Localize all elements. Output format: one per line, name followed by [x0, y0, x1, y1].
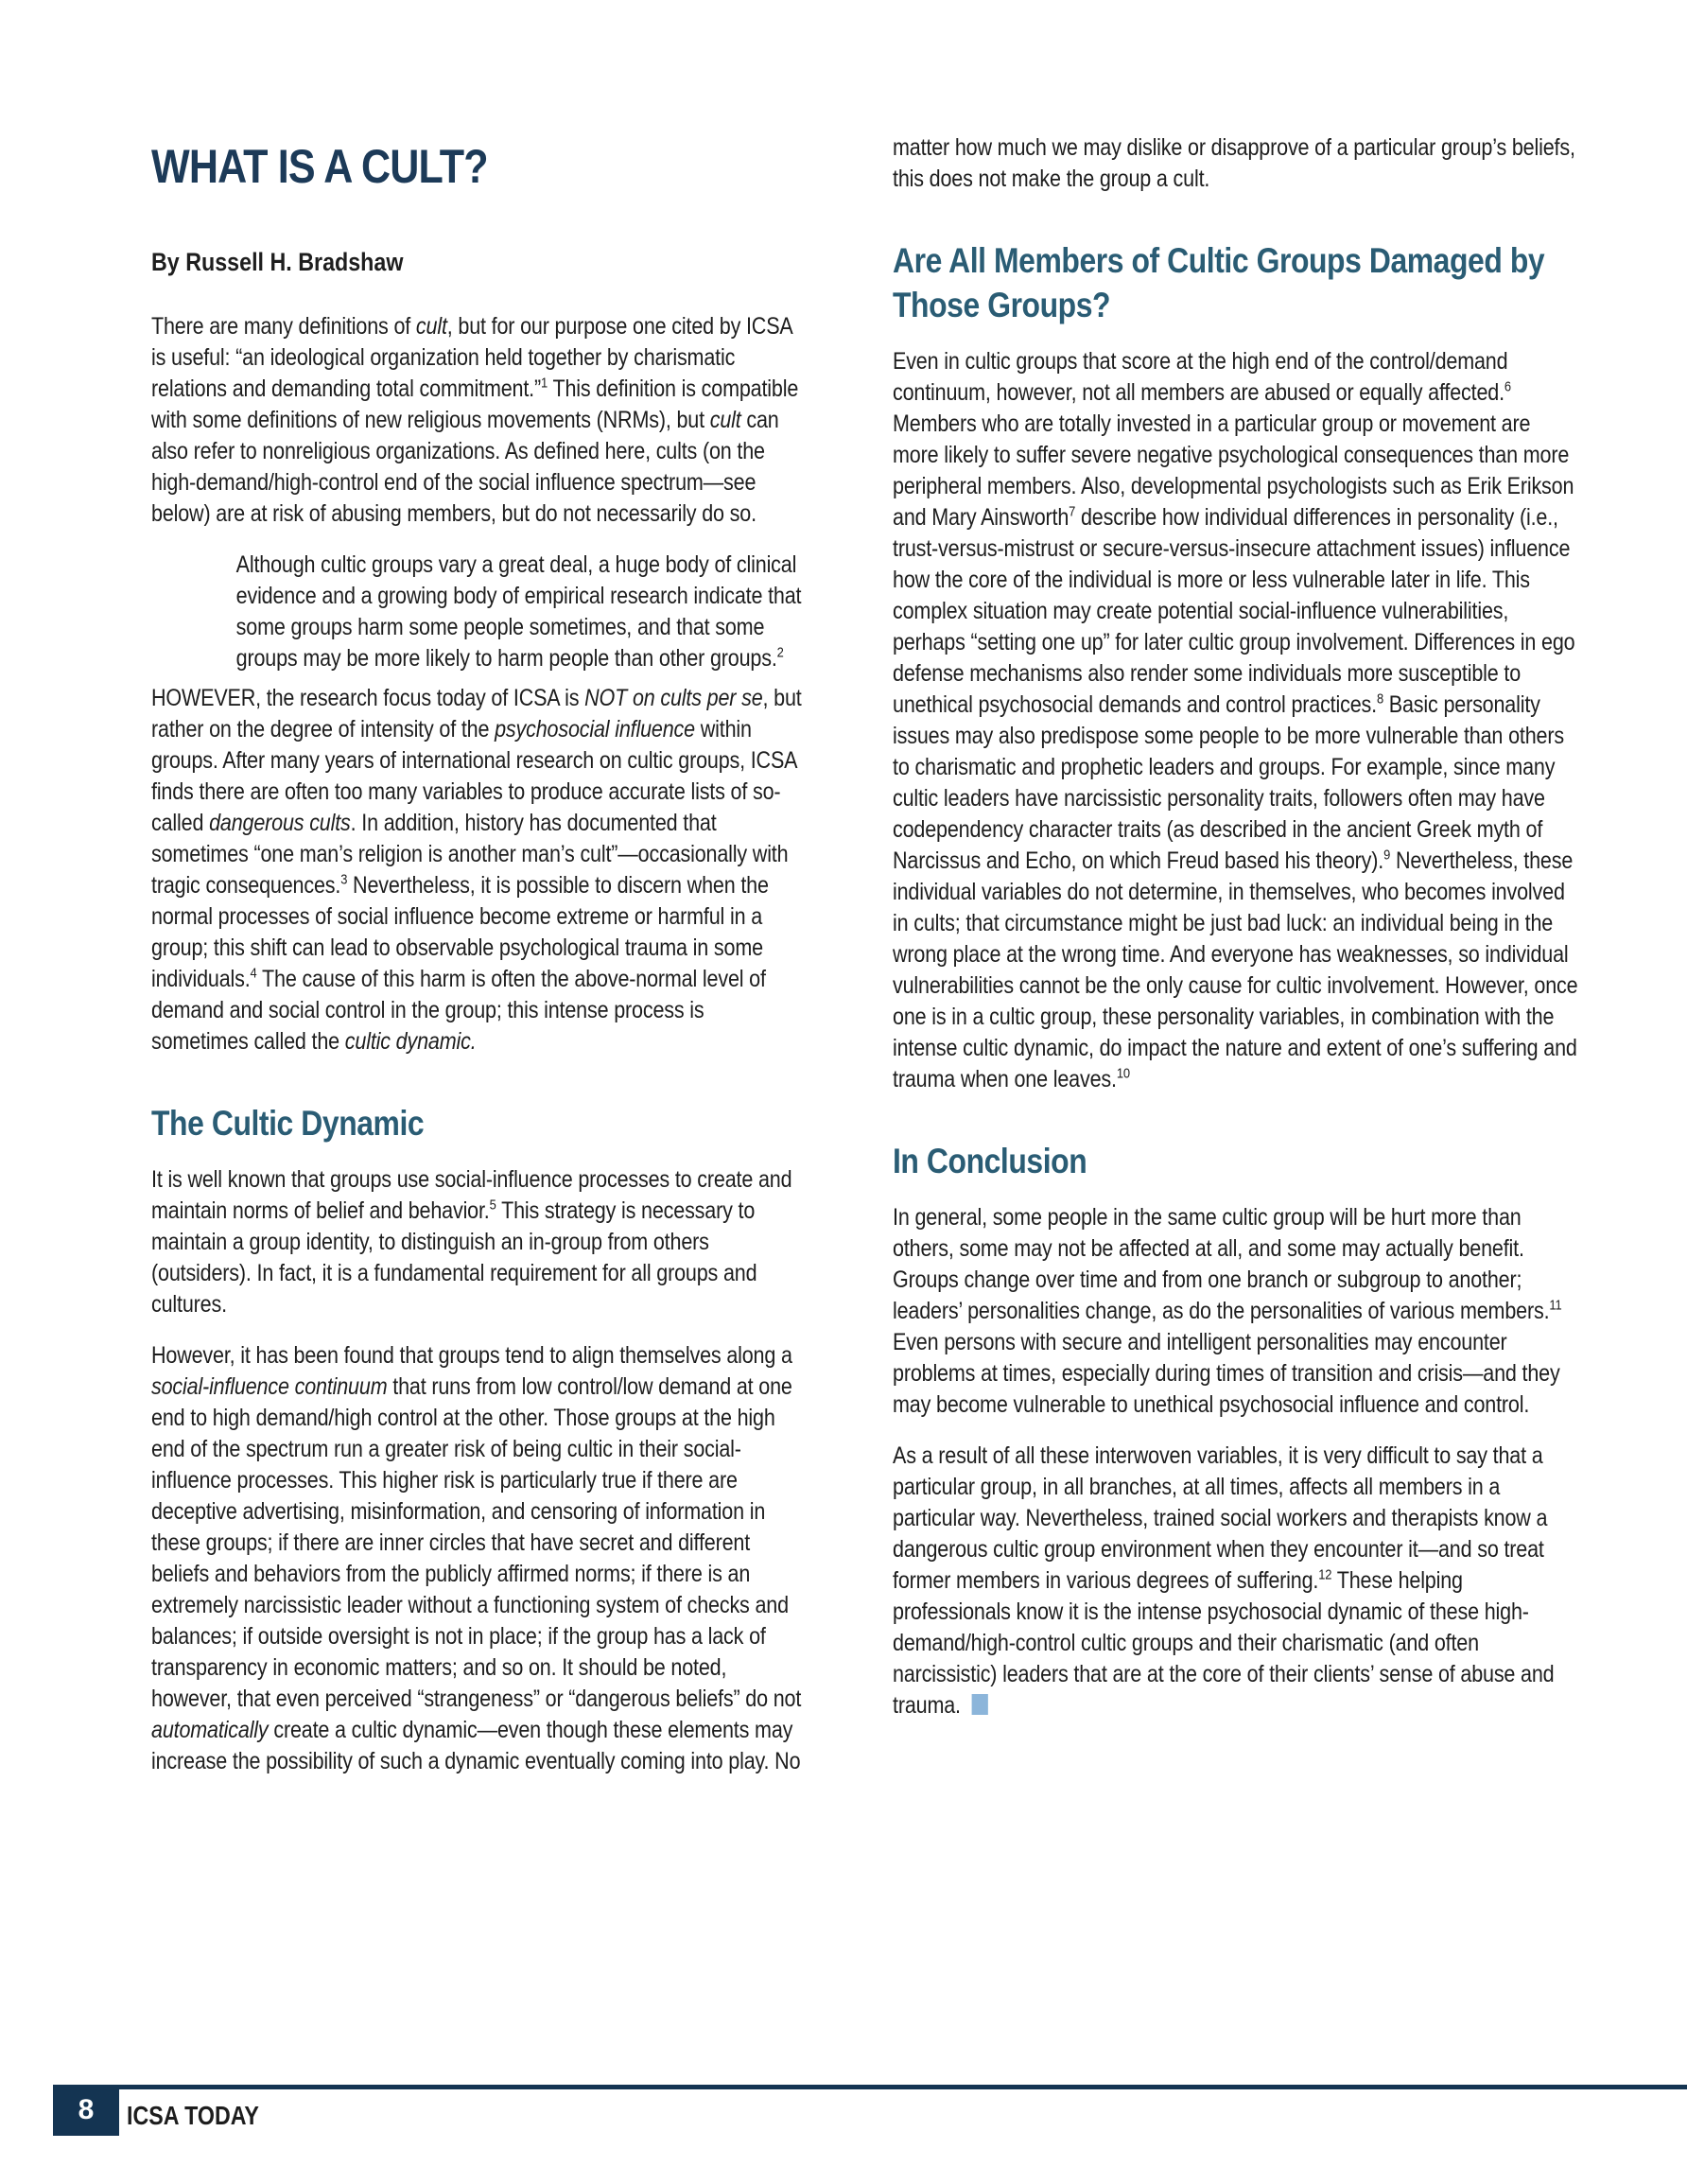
text-run: can also refer to nonreligious organizations. As defined here, cults (on the high-demand/high-control end of the social influence spectrum—see below) are at risk of abusing members, but do not necessarily do so.: [151, 407, 779, 527]
italic-run: social-influence continuum: [151, 1373, 388, 1400]
footnote-ref: 12: [1318, 1566, 1332, 1583]
publication-name: ICSA TODAY: [127, 2101, 259, 2130]
body-paragraph: [893, 1202, 1579, 1421]
text-run: The Cultic Dynamic: [151, 1104, 425, 1143]
text-run: describe how individual differences in personality (i.e., trust-versus-mistrust or secure-versus-insecure attachment issues) influence how the core of the individual is more or less vulnerable later in life. This complex situation may create potential social-influence vulnerabilities, perhaps “setting one up” for later cultic group involvement. Differences in ego defense mechanisms also render some individuals more susceptible to unethical psychosocial demands and control practices.: [893, 504, 1575, 718]
text-run: In general, some people in the same cultic group will be hurt more than others, some may not be affected at all, and some may actually benefit. Groups change over time and from one branch or subgroup to another; leaders’ personalities change, as do the personalities of various members.: [893, 1204, 1550, 1324]
text-run: Are All Members of Cultic Groups Damaged by Those Groups?: [893, 241, 1545, 324]
end-mark-icon: [972, 1694, 988, 1715]
text-run: Members who are totally invested in a particular group or movement are more likely to suffer severe negative psychological consequences than more peripheral members. Also, developmental psychologists such as Erik Erikson and Mary Ainsworth: [893, 411, 1574, 531]
footnote-ref: 7: [1069, 503, 1076, 520]
body-paragraph: [151, 1340, 804, 1777]
footnote-ref: 2: [776, 644, 784, 661]
section-heading: [151, 1101, 804, 1145]
body-paragraph: [893, 1441, 1579, 1721]
text-run: that runs from low control/low demand at one end to high demand/high control at the other. Those groups at the high end of the spectrum run a greater risk of being cultic in their social-influence processes. This higher risk is particularly true if there are deceptive advertising, misinformation, and censoring of information in these groups; if there are inner circles that have secret and different beliefs and behaviors from the publicly affirmed norms; if there is an extremely narcissistic leader without a functioning system of checks and balances; if outside oversight is not in place; if the group has a lack of transparency in economic matters; and so on. It should be noted, however, that even perceived “strangeness” or “dangerous beliefs” do not: [151, 1373, 802, 1712]
byline: By Russell H. Bradshaw: [151, 248, 404, 276]
italic-run: NOT on cults per se: [584, 685, 763, 711]
text-run: Even persons with secure and intelligent personalities may encounter problems at times, especially during times of transition and crisis—and they may become vulnerable to unethical psychosocial influence and control.: [893, 1329, 1560, 1418]
italic-run: automatically: [151, 1717, 269, 1743]
text-run: It is well known that groups use social-influence processes to create and maintain norms of belief and behavior.: [151, 1166, 792, 1224]
text-run: This strategy is necessary to maintain a group identity, to distinguish an in-group from others (outsiders). In fact, it is a fundamental requirement for all groups and cultures.: [151, 1197, 757, 1318]
text-run: HOWEVER, the research focus today of ICSA is: [151, 685, 585, 711]
text-run: The cause of this harm is often the above-normal level of demand and social control in the group; this intense process is sometimes called the: [151, 966, 766, 1055]
text-run: There are many definitions of: [151, 313, 416, 340]
text-run: As a result of all these interwoven variables, it is very difficult to say that a particular group, in all branches, at all times, affects all members in a particular way. Nevertheless, trained social workers and therapists know a dangerous cultic group environment when they encounter it—and so treat former members in various degrees of suffering.: [893, 1442, 1548, 1594]
right-column: [893, 0, 1579, 1741]
text-run: within groups. After many years of international research on cultic groups, ICSA finds there are often too many variables to produce accurate lists of so-called: [151, 716, 797, 836]
article-title: WHAT IS A CULT?: [151, 140, 488, 193]
footnote-ref: 6: [1504, 378, 1511, 395]
footnote-ref: 3: [340, 871, 348, 888]
italic-run: cult: [709, 407, 741, 433]
body-paragraph: [893, 132, 1579, 195]
text-run: Although cultic groups vary a great deal, a huge body of clinical evidence and a growing body of empirical research indicate that some groups harm some people sometimes, and that some groups may be more likely to harm people than other groups.: [235, 551, 802, 672]
italic-run: dangerous cults: [209, 810, 351, 836]
body-paragraph: [893, 346, 1579, 1095]
footnote-ref: 9: [1383, 847, 1391, 864]
text-run: However, it has been found that groups tend to align themselves along a: [151, 1342, 792, 1369]
text-run: Nevertheless, it is possible to discern when the normal processes of social influence become extreme or harmful in a group; this shift can lead to observable psychological trauma in some individuals.: [151, 872, 769, 992]
footer-rule: [53, 2085, 1687, 2089]
text-run: These helping professionals know it is the intense psychosocial dynamic of these high-demand/high-control cultic groups and their charismatic (and often narcissistic) leaders that are at the core of their clients’ sense of abuse and trauma.: [893, 1567, 1555, 1719]
page-number: 8: [78, 2094, 95, 2125]
left-column: [151, 0, 804, 1797]
italic-run: cult: [415, 313, 447, 340]
text-run: . In addition, history has documented that sometimes “one man’s religion is another man’s cult”—occasionally with tragic consequences.: [151, 810, 789, 899]
italic-run: cultic dynamic.: [344, 1028, 477, 1055]
text-run: , but for our purpose one cited by ICSA is useful: “an ideological organization held together by charismatic relations and demanding total commitment.”: [151, 313, 792, 402]
footnote-ref: 1: [540, 375, 548, 392]
text-run: In Conclusion: [893, 1142, 1087, 1180]
text-run: create a cultic dynamic—even though these elements may increase the possibility of such a dynamic eventually coming into play. No: [151, 1717, 801, 1774]
body-paragraph: [151, 311, 804, 530]
italic-run: psychosocial influence: [495, 716, 695, 743]
section-heading: [893, 238, 1579, 327]
text-run: matter how much we may dislike or disapprove of a particular group’s beliefs, this does not make the group a cult.: [893, 134, 1575, 192]
text-run: Nevertheless, these individual variables do not determine, in themselves, who becomes involved in cults; that circumstance might be just bad luck: an individual being in the wrong place at the wrong time. And everyone has weaknesses, so individual vulnerabilities cannot be the only cause for cultic involvement. However, once one is in a cultic group, these personality variables, in combination with the intense cultic dynamic, do impact the nature and extent of one’s suffering and trauma when one leaves.: [893, 847, 1578, 1092]
text-run: Basic personality issues may also predispose some people to be more vulnerable than others to charismatic and prophetic leaders and groups. For example, since many cultic leaders have narcissistic personality traits, followers often may have codependency character traits (as described in the ancient Greek myth of Narcissus and Echo, on which Freud based his theory).: [893, 691, 1564, 874]
footnote-ref: 11: [1549, 1297, 1562, 1314]
text-run: Even in cultic groups that score at the high end of the control/demand continuum, however, not all members are abused or equally affected.: [893, 348, 1508, 406]
section-heading: [893, 1139, 1579, 1183]
footnote-ref: 10: [1116, 1065, 1130, 1082]
body-paragraph: [151, 683, 804, 1057]
block-quote: [236, 550, 804, 674]
text-run: This definition is compatible with some definitions of new religious movements (NRMs), but: [151, 376, 799, 433]
footnote-ref: 4: [250, 965, 257, 982]
footnote-ref: 8: [1376, 690, 1383, 708]
text-run: , but rather on the degree of intensity of the: [151, 685, 802, 743]
page-number-box: [53, 2085, 119, 2136]
footnote-ref: 5: [489, 1197, 496, 1214]
body-paragraph: [151, 1164, 804, 1320]
